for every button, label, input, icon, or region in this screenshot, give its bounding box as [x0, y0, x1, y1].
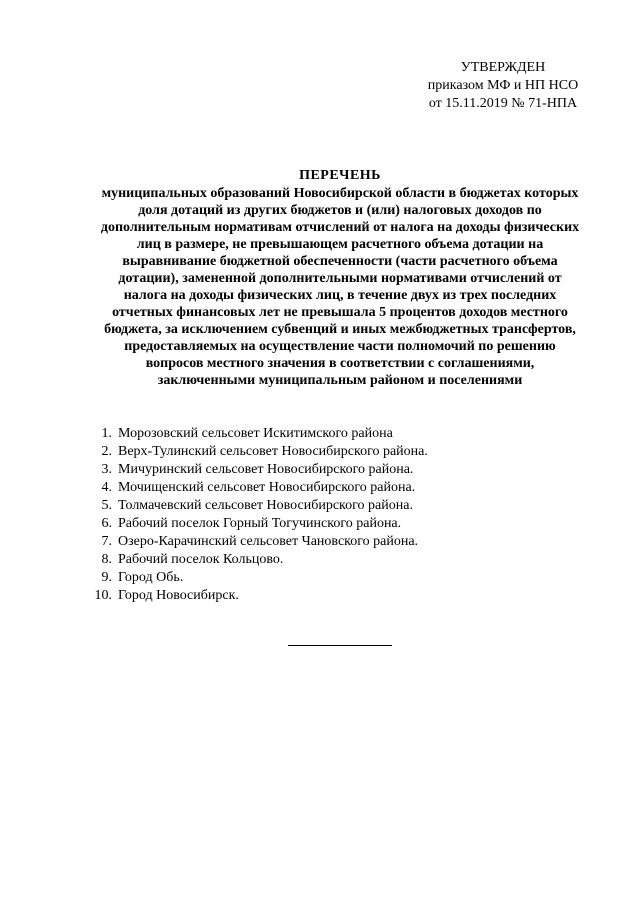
- title-line: доля дотаций из других бюджетов и (или) налоговых доходов по: [138, 203, 542, 218]
- list-item-text: Озеро-Карачинский сельсовет Чановского района.: [118, 534, 419, 549]
- title-line: предоставляемых на осуществление части полномочий по решению: [124, 339, 556, 354]
- list-item-text: Морозовский сельсовет Искитимского района: [118, 426, 393, 441]
- approval-stamp: [418, 59, 588, 113]
- title-line: вопросов местного значения в соответствии с соглашениями,: [145, 356, 535, 371]
- list-item: [88, 533, 548, 551]
- list-item: [88, 461, 548, 479]
- list-item: [88, 497, 548, 515]
- list-item-number: 7.: [101, 534, 112, 549]
- title-heading: ПЕРЕЧЕНЬ: [299, 168, 381, 183]
- list-item-text: Рабочий поселок Кольцово.: [118, 552, 284, 567]
- list-item: [88, 551, 548, 569]
- list-item-text: Верх-Тулинский сельсовет Новосибирского района.: [118, 444, 428, 459]
- approval-line-date: от 15.11.2019 № 71-НПА: [428, 96, 578, 111]
- title-line: муниципальных образований Новосибирской области в бюджетах которых: [101, 186, 579, 201]
- list-item-text: Толмачевский сельсовет Новосибирского района.: [118, 498, 413, 513]
- list-item-text: Город Новосибирск.: [118, 588, 239, 603]
- title-line: налога на доходы физических лиц, в течение двух из трех последних: [123, 288, 557, 303]
- list-item-number: 6.: [101, 516, 112, 531]
- list-item-text: Рабочий поселок Горный Тогучинского района.: [118, 516, 402, 531]
- municipality-list: [88, 425, 548, 605]
- closing-divider: [288, 645, 392, 646]
- list-item-number: 2.: [101, 444, 112, 459]
- list-item: [88, 515, 548, 533]
- list-item-number: 3.: [101, 462, 112, 477]
- title-line: лиц в размере, не превышающем расчетного объема дотации на: [136, 237, 544, 252]
- list-item: [88, 569, 548, 587]
- list-item-text: Мочищенский сельсовет Новосибирского района.: [118, 480, 416, 495]
- title-line: бюджета, за исключением субвенций и иных межбюджетных трансфертов,: [104, 322, 576, 337]
- title-line: выравнивание бюджетной обеспеченности (части расчетного объема: [122, 254, 558, 269]
- list-item-number: 1.: [101, 426, 112, 441]
- list-item: [88, 443, 548, 461]
- document-title: [60, 167, 620, 389]
- list-item-number: 5.: [101, 498, 112, 513]
- list-item-number: 8.: [101, 552, 112, 567]
- list-item-text: Мичуринский сельсовет Новосибирского района.: [118, 462, 414, 477]
- title-line: дотации), замененной дополнительными нормативами отчислений от: [118, 271, 562, 286]
- list-item-number: 4.: [101, 480, 112, 495]
- list-item-text: Город Обь.: [118, 570, 184, 585]
- approval-line-order: приказом МФ и НП НСО: [427, 78, 579, 93]
- title-line: отчетных финансовых лет не превышала 5 процентов доходов местного: [112, 305, 568, 320]
- list-item: [88, 587, 548, 605]
- title-line: заключенными муниципальным районом и поселениями: [157, 373, 523, 388]
- list-item: [88, 425, 548, 443]
- list-item: [88, 479, 548, 497]
- approval-line-approved: УТВЕРЖДЕН: [460, 60, 546, 75]
- list-item-number: 10.: [94, 588, 112, 603]
- list-item-number: 9.: [101, 570, 112, 585]
- title-line: дополнительным нормативам отчислений от налога на доходы физических: [100, 220, 580, 235]
